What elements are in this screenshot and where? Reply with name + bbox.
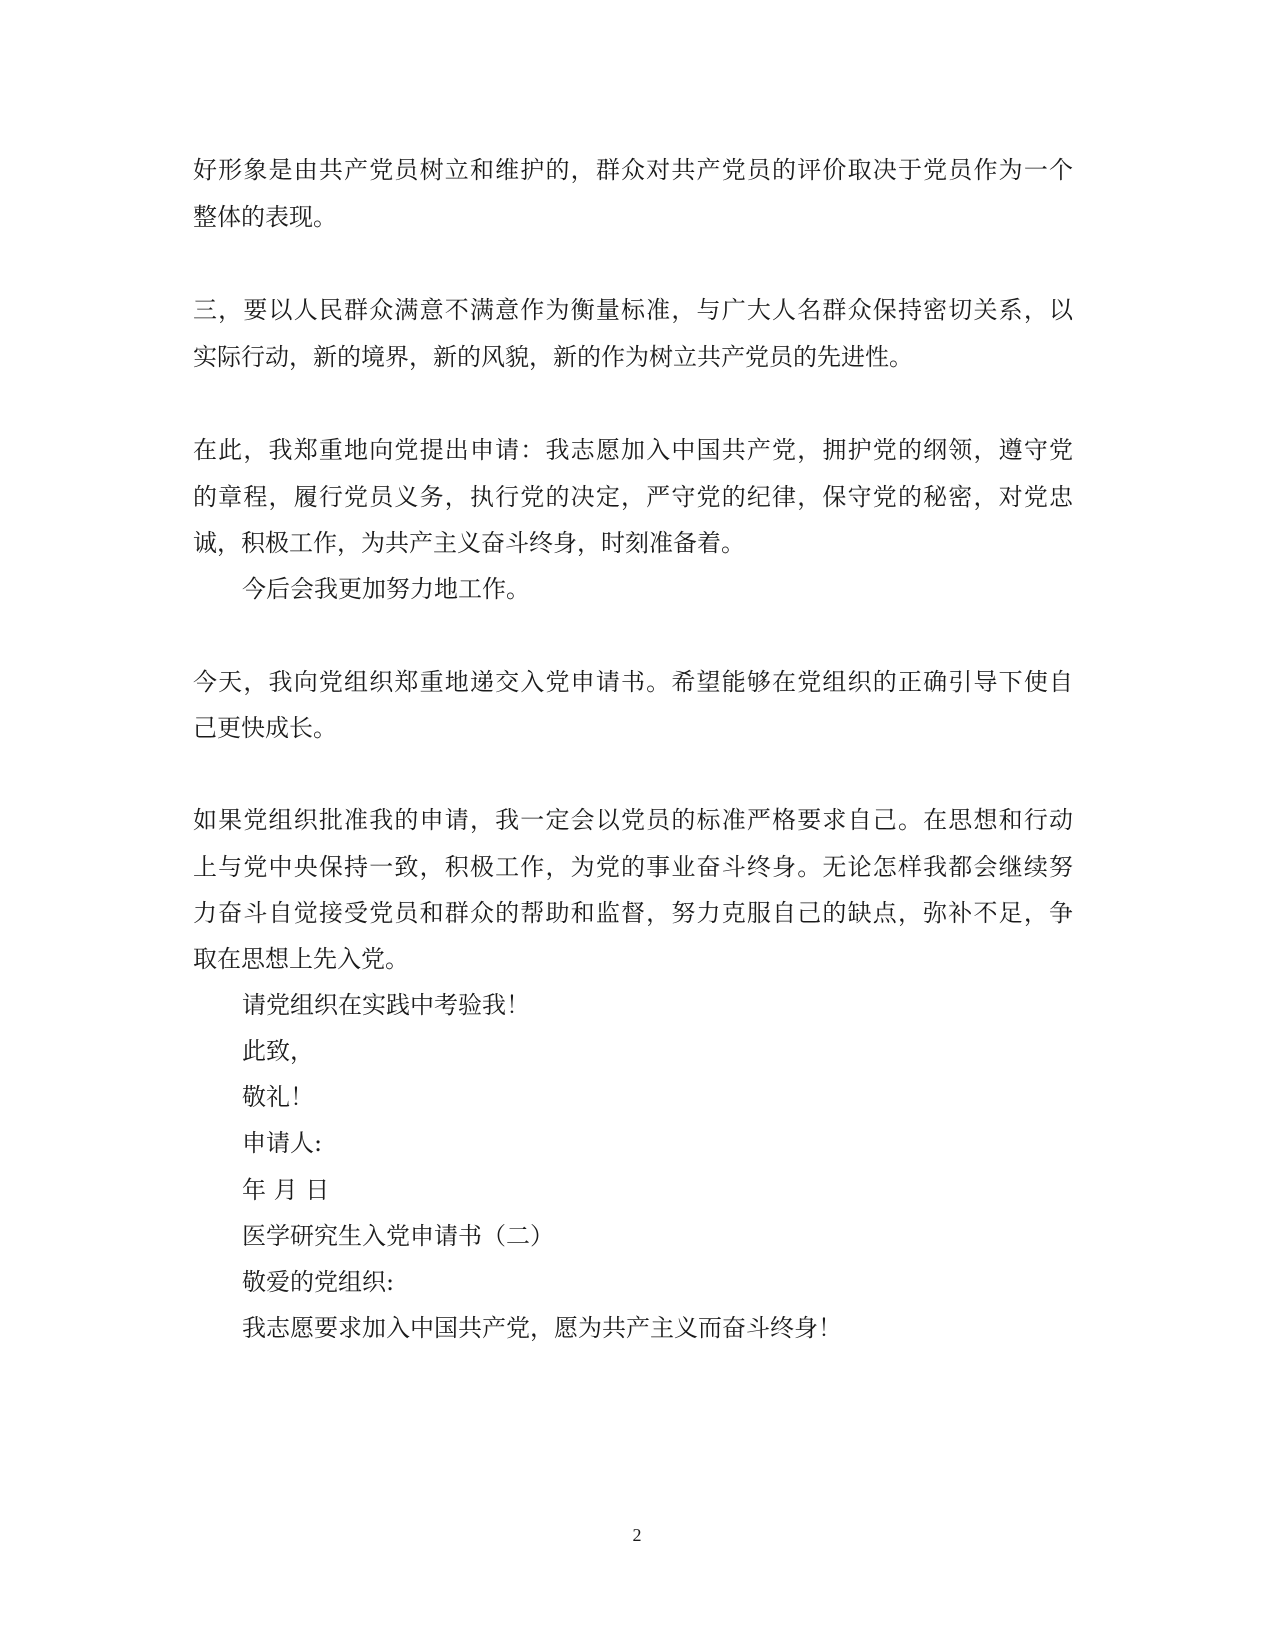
paragraph-line: 的章程，履行党员义务，执行党的决定，严守党的纪律，保守党的秘密，对党忠 xyxy=(193,483,1073,511)
paragraph-line: 如果党组织批准我的申请，我一定会以党员的标准严格要求自己。在思想和行动 xyxy=(193,806,1073,834)
paragraph-line: 己更快成长。 xyxy=(193,714,337,742)
paragraph-line: 今后会我更加努力地工作。 xyxy=(242,575,530,603)
page-number: 2 xyxy=(632,1525,642,1545)
date-line: 年 月 日 xyxy=(242,1176,330,1204)
paragraph-line: 上与党中央保持一致，积极工作，为党的事业奋斗终身。无论怎样我都会继续努 xyxy=(193,853,1073,881)
paragraph-line: 力奋斗自觉接受党员和群众的帮助和监督，努力克服自己的缺点，弥补不足，争 xyxy=(193,899,1073,927)
body-line: 我志愿要求加入中国共产党，愿为共产主义而奋斗终身！ xyxy=(242,1314,842,1342)
closing-salute: 敬礼！ xyxy=(242,1083,314,1111)
paragraph-line: 诚，积极工作，为共产主义奋斗终身，时刻准备着。 xyxy=(193,529,745,557)
section-title: 医学研究生入党申请书（二） xyxy=(242,1222,554,1250)
paragraph-line: 整体的表现。 xyxy=(193,203,337,231)
paragraph-line: 三，要以人民群众满意不满意作为衡量标准，与广大人名群众保持密切关系，以 xyxy=(193,296,1073,324)
paragraph-line: 实际行动，新的境界，新的风貌，新的作为树立共产党员的先进性。 xyxy=(193,343,913,371)
closing-line: 请党组织在实践中考验我！ xyxy=(242,991,530,1019)
paragraph-line: 在此，我郑重地向党提出申请：我志愿加入中国共产党，拥护党的纲领，遵守党 xyxy=(193,436,1073,464)
paragraph-line: 好形象是由共产党员树立和维护的，群众对共产党员的评价取决于党员作为一个 xyxy=(193,156,1073,184)
applicant-label: 申请人: xyxy=(242,1129,323,1157)
paragraph-line: 取在思想上先入党。 xyxy=(193,945,409,973)
closing-salutation: 此致， xyxy=(242,1037,314,1065)
paragraph-line: 今天，我向党组织郑重地递交入党申请书。希望能够在党组织的正确引导下使自 xyxy=(193,668,1073,696)
greeting-line: 敬爱的党组织: xyxy=(242,1268,395,1296)
